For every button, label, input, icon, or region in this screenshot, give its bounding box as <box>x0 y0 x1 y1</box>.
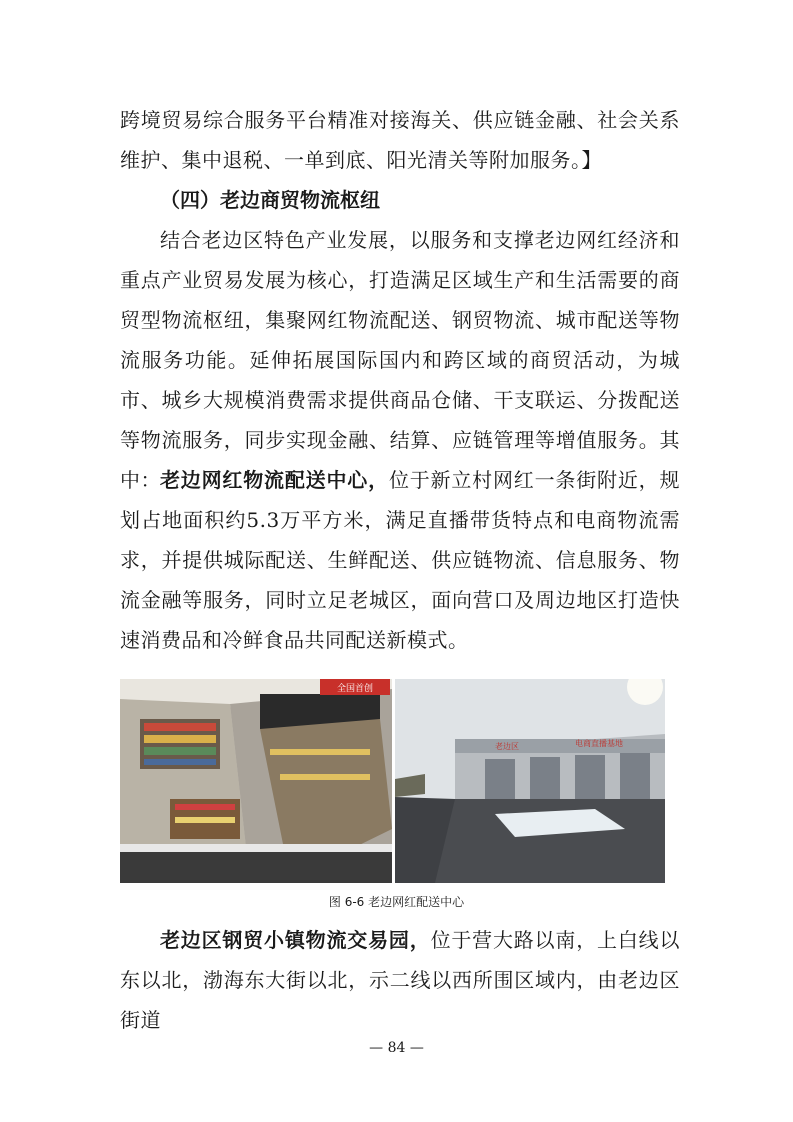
section-heading: （四）老边商贸物流枢纽 <box>160 188 380 212</box>
figure-photos <box>120 679 665 883</box>
page-number: — 84 — <box>369 1040 424 1056</box>
section-intro-text: 结合老边区特色产业发展，以服务和支撑老边网红经济和重点产业贸易发展为核心，打造满足区域生产和生活需要的商贸型物流枢纽，集聚网红物流配送、钢贸物流、城市配送等物流服务功能。延伸拓展国际国内和跨区域的商贸活动，为城市、城乡大规模消费需求提供商品仓储、干支联运、分拨配送等物流服务，同步实现金融、结算、应链管理等增值服务。其中： <box>120 228 680 492</box>
warehouse-interior-photo <box>120 679 392 883</box>
item1-paragraph <box>120 460 680 660</box>
interior-scene-graphic <box>120 679 392 883</box>
right-sign-text-1: 老边区 <box>495 742 519 751</box>
section-intro-paragraph <box>120 220 680 500</box>
continuation-text: 跨境贸易综合服务平台精准对接海关、供应链金融、社会关系维护、集中退税、一单到底、阳光清关等附加服务。】 <box>120 108 680 172</box>
figure-caption: 图 6-6 老边网红配送中心 <box>328 895 465 909</box>
item2-text <box>120 920 680 1040</box>
item1-title: 老边网红物流配送中心， <box>160 468 389 492</box>
continuation-paragraph <box>120 100 680 180</box>
item1-text <box>120 460 680 660</box>
exterior-scene-graphic <box>395 679 665 883</box>
left-sign-text: 全国首创 <box>336 684 374 694</box>
item1-body: 位于新立村网红一条街附近，规划占地面积约5.3万平方米，满足直播带货特点和电商物流需求，并提供城际配送、生鲜配送、供应链物流、信息服务、物流金融等服务，同时立足老城区，面向营口及周边地区打造快速消费品和冷鲜食品共同配送新模式。 <box>120 468 680 652</box>
right-sign-text-2: 电商直播基地 <box>575 739 623 748</box>
item2-body: 位于营大路以南，上白线以东以北，渤海东大街以北，示二线以西所围区域内，由老边区街道 <box>120 928 680 1032</box>
item2-paragraph <box>120 920 680 1040</box>
item2-title: 老边区钢贸小镇物流交易园， <box>160 928 431 952</box>
warehouse-exterior-photo <box>395 679 665 883</box>
